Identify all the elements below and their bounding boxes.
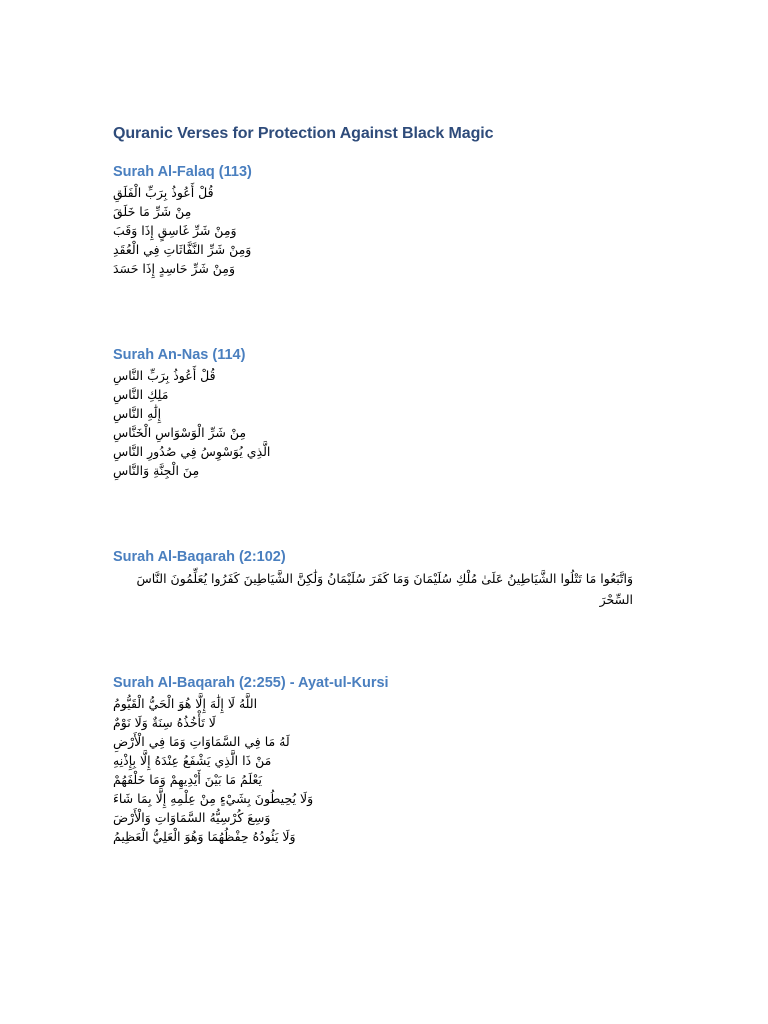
verse-line: الَّذِي يُوَسْوِسُ فِي صُدُورِ النَّاسِ: [113, 444, 271, 459]
verse-line: لَهُ مَا فِي السَّمَاوَاتِ وَمَا فِي الْأَرْضِ: [113, 734, 290, 749]
verse-list: [113, 183, 653, 278]
verse-line: وَلَا يَئُودُهُ حِفْظُهُمَا وَهُوَ الْعَلِيُّ الْعَظِيمُ: [113, 829, 296, 844]
verse-line: مَنْ ذَا الَّذِي يَشْفَعُ عِنْدَهُ إِلَّا بِإِذْنِهِ: [113, 753, 272, 768]
document-title: Quranic Verses for Protection Against Black Magic: [113, 125, 494, 142]
verse-list: [113, 568, 653, 610]
verse-line: مِنَ الْجِنَّةِ وَالنَّاسِ: [113, 463, 200, 478]
section-al-baqarah-102: [113, 547, 653, 610]
verse-line: يَعْلَمُ مَا بَيْنَ أَيْدِيهِمْ وَمَا خَلْفَهُمْ: [113, 772, 262, 787]
verse-line: مِنْ شَرِّ الْوَسْوَاسِ الْخَنَّاسِ: [113, 425, 247, 440]
verse-line: قُلْ أَعُوذُ بِرَبِّ الْفَلَقِ: [113, 185, 214, 200]
verse-line: إِلَٰهِ النَّاسِ: [113, 406, 162, 421]
verse-line: وَمِنْ شَرِّ غَاسِقٍ إِذَا وَقَبَ: [113, 223, 237, 238]
verse-line: وَاتَّبَعُوا مَا تَتْلُوا الشَّيَاطِينُ عَلَىٰ مُلْكِ سُلَيْمَانَ وَمَا كَفَرَ سُلَيْمَانُ وَلَٰكِنَّ الشَّيَاطِينَ كَفَرُوا يُعَلِّمُونَ النَّاسَ السِّحْرَ: [136, 571, 633, 607]
verse-line: وَمِنْ شَرِّ النَّفَّاثَاتِ فِي الْعُقَدِ: [113, 242, 252, 257]
section-heading: Surah Al-Baqarah (2:102): [113, 549, 286, 565]
verse-line: وَسِعَ كُرْسِيُّهُ السَّمَاوَاتِ وَالْأَرْضَ: [113, 810, 271, 825]
verse-list: [113, 366, 653, 480]
section-an-nas: [113, 345, 653, 480]
verse-line: مِنْ شَرِّ مَا خَلَقَ: [113, 204, 192, 219]
verse-line: لَا تَأْخُذُهُ سِنَةٌ وَلَا نَوْمٌ: [113, 715, 216, 730]
section-al-falaq: [113, 162, 653, 278]
verse-line: وَلَا يُحِيطُونَ بِشَيْءٍ مِنْ عِلْمِهِ إِلَّا بِمَا شَاءَ: [113, 791, 314, 806]
verse-line: وَمِنْ شَرِّ حَاسِدٍ إِذَا حَسَدَ: [113, 261, 236, 276]
section-heading: Surah An-Nas (114): [113, 347, 246, 363]
section-heading: Surah Al-Baqarah (2:255) - Ayat-ul-Kursi: [113, 675, 389, 691]
verse-line: قُلْ أَعُوذُ بِرَبِّ النَّاسِ: [113, 368, 216, 383]
verse-list: [113, 694, 653, 846]
section-heading: Surah Al-Falaq (113): [113, 164, 252, 180]
section-ayat-ul-kursi: [113, 673, 653, 846]
verse-line: اللَّهُ لَا إِلَٰهَ إِلَّا هُوَ الْحَيُّ الْقَيُّومُ: [113, 696, 258, 711]
verse-line: مَلِكِ النَّاسِ: [113, 387, 169, 402]
